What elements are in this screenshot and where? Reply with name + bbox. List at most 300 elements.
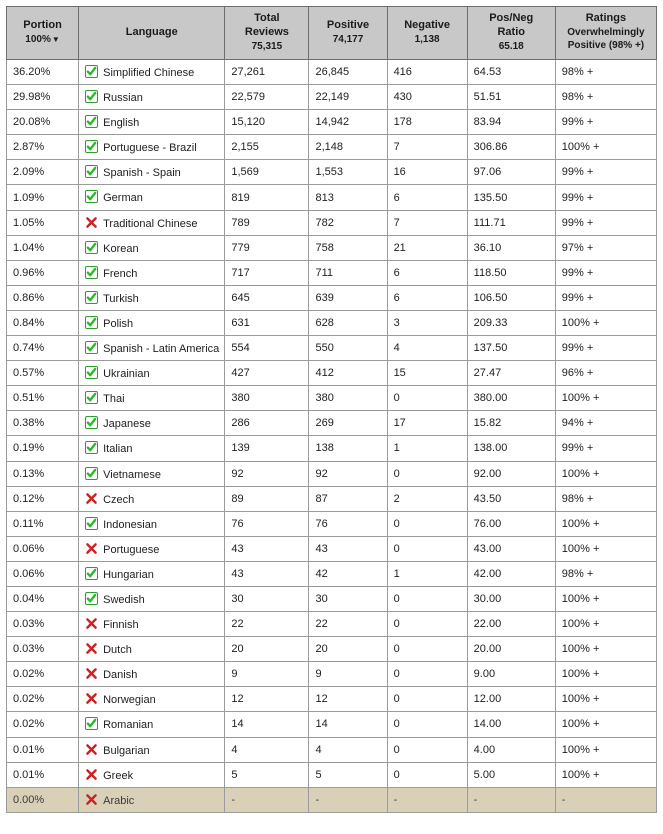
cell-rating: 99% + — [555, 260, 656, 285]
cell-pos-neg-ratio: 306.86 — [467, 135, 555, 160]
cell-negative: 6 — [387, 260, 467, 285]
cell-pos-neg-ratio: 64.53 — [467, 60, 555, 85]
cell-pos-neg-ratio: 14.00 — [467, 712, 555, 737]
cross-icon — [85, 216, 98, 229]
check-icon — [85, 391, 98, 404]
cell-language — [79, 612, 225, 637]
cell-pos-neg-ratio: 42.00 — [467, 561, 555, 586]
table-row[interactable] — [7, 336, 657, 361]
cell-total-reviews: 20 — [225, 637, 309, 662]
language-label: Portuguese - Brazil — [103, 142, 197, 155]
table-row[interactable] — [7, 185, 657, 210]
cell-positive: 76 — [309, 511, 387, 536]
language-label: Romanian — [103, 719, 154, 732]
cell-positive: 269 — [309, 411, 387, 436]
cell-negative: 0 — [387, 712, 467, 737]
table-row[interactable] — [7, 787, 657, 812]
cell-language — [79, 361, 225, 386]
cell-negative: 21 — [387, 235, 467, 260]
cell-negative: 416 — [387, 60, 467, 85]
cell-portion: 1.04% — [7, 235, 79, 260]
cell-pos-neg-ratio: 135.50 — [467, 185, 555, 210]
cell-language — [79, 210, 225, 235]
check-icon — [85, 190, 98, 203]
check-icon — [85, 717, 98, 730]
cell-pos-neg-ratio: 106.50 — [467, 285, 555, 310]
column-header-total-line1: Total — [254, 12, 280, 24]
cell-total-reviews: - — [225, 787, 309, 812]
language-label: Turkish — [103, 292, 139, 305]
check-icon — [85, 165, 98, 178]
cell-positive: 4 — [309, 737, 387, 762]
cell-rating: 100% + — [555, 687, 656, 712]
cell-language — [79, 135, 225, 160]
cell-positive: 2,148 — [309, 135, 387, 160]
cell-language — [79, 687, 225, 712]
cell-total-reviews: 1,569 — [225, 160, 309, 185]
table-row[interactable] — [7, 737, 657, 762]
cell-negative: 3 — [387, 310, 467, 335]
table-row[interactable] — [7, 235, 657, 260]
cell-pos-neg-ratio: 118.50 — [467, 260, 555, 285]
cell-rating: 98% + — [555, 561, 656, 586]
cell-rating: 100% + — [555, 712, 656, 737]
table-row[interactable] — [7, 762, 657, 787]
check-icon — [85, 140, 98, 153]
table-row[interactable] — [7, 712, 657, 737]
table-row[interactable] — [7, 361, 657, 386]
cell-rating: 97% + — [555, 235, 656, 260]
cell-total-reviews: 22,579 — [225, 85, 309, 110]
column-header-ratio-line1: Pos/Neg — [489, 12, 534, 24]
table-row[interactable] — [7, 110, 657, 135]
cell-total-reviews: 380 — [225, 386, 309, 411]
cell-positive: 43 — [309, 536, 387, 561]
cell-portion: 36.20% — [7, 60, 79, 85]
language-label: Traditional Chinese — [103, 217, 198, 230]
cell-positive: - — [309, 787, 387, 812]
table-row[interactable] — [7, 85, 657, 110]
cell-language — [79, 486, 225, 511]
cell-rating: 98% + — [555, 85, 656, 110]
language-label: Russian — [103, 92, 143, 105]
language-label: Vietnamese — [103, 468, 161, 481]
language-label: Ukrainian — [103, 368, 150, 381]
cell-rating: 100% + — [555, 662, 656, 687]
cell-negative: 430 — [387, 85, 467, 110]
cell-language — [79, 561, 225, 586]
check-icon — [85, 115, 98, 128]
cell-total-reviews: 554 — [225, 336, 309, 361]
cell-rating: - — [555, 787, 656, 812]
column-header-negative-label: Negative — [404, 18, 451, 31]
cell-positive: 14 — [309, 712, 387, 737]
cell-total-reviews: 4 — [225, 737, 309, 762]
cell-language — [79, 160, 225, 185]
cell-negative: 0 — [387, 612, 467, 637]
cell-positive: 5 — [309, 762, 387, 787]
cell-rating: 100% + — [555, 536, 656, 561]
cell-rating: 100% + — [555, 637, 656, 662]
column-header-ratings-sub1: Overwhelmingly — [567, 26, 645, 38]
table-row[interactable] — [7, 60, 657, 85]
cell-rating: 99% + — [555, 336, 656, 361]
cross-icon — [85, 743, 98, 756]
cell-positive: 14,942 — [309, 110, 387, 135]
cell-language — [79, 586, 225, 611]
table-row[interactable] — [7, 135, 657, 160]
language-label: Korean — [103, 242, 139, 255]
language-label: Arabic — [103, 794, 135, 807]
cell-portion: 0.96% — [7, 260, 79, 285]
cell-pos-neg-ratio: 380.00 — [467, 386, 555, 411]
cell-rating: 100% + — [555, 461, 656, 486]
cell-pos-neg-ratio: 20.00 — [467, 637, 555, 662]
cell-negative: 15 — [387, 361, 467, 386]
cell-positive: 550 — [309, 336, 387, 361]
cell-pos-neg-ratio: 43.00 — [467, 536, 555, 561]
cell-portion: 0.06% — [7, 536, 79, 561]
language-label: Indonesian — [103, 518, 157, 531]
cell-negative: 0 — [387, 586, 467, 611]
table-row[interactable] — [7, 637, 657, 662]
cell-language — [79, 285, 225, 310]
cell-negative: 1 — [387, 436, 467, 461]
cell-portion: 0.00% — [7, 787, 79, 812]
cell-pos-neg-ratio: 97.06 — [467, 160, 555, 185]
cell-positive: 639 — [309, 285, 387, 310]
cell-language — [79, 336, 225, 361]
cell-negative: 0 — [387, 662, 467, 687]
cell-rating: 100% + — [555, 135, 656, 160]
cell-total-reviews: 139 — [225, 436, 309, 461]
language-label: Japanese — [103, 418, 151, 431]
column-header-positive[interactable] — [309, 7, 387, 60]
cell-rating: 98% + — [555, 486, 656, 511]
cell-pos-neg-ratio: 43.50 — [467, 486, 555, 511]
cell-total-reviews: 27,261 — [225, 60, 309, 85]
language-label: Norwegian — [103, 694, 156, 707]
cell-portion: 0.11% — [7, 511, 79, 536]
cell-total-reviews: 779 — [225, 235, 309, 260]
cell-total-reviews: 789 — [225, 210, 309, 235]
cell-total-reviews: 15,120 — [225, 110, 309, 135]
cross-icon — [85, 692, 98, 705]
cell-rating: 100% + — [555, 737, 656, 762]
cell-portion: 2.09% — [7, 160, 79, 185]
cell-negative: - — [387, 787, 467, 812]
sort-descending-caret-icon: ▼ — [51, 34, 60, 44]
check-icon — [85, 366, 98, 379]
column-header-ratio-sub: 65.18 — [498, 40, 524, 52]
cell-total-reviews: 819 — [225, 185, 309, 210]
cell-language — [79, 712, 225, 737]
cell-portion: 0.02% — [7, 687, 79, 712]
table-row[interactable] — [7, 310, 657, 335]
cell-portion: 0.01% — [7, 762, 79, 787]
cell-portion: 0.51% — [7, 386, 79, 411]
cell-negative: 7 — [387, 210, 467, 235]
cell-total-reviews: 286 — [225, 411, 309, 436]
language-label: Greek — [103, 769, 134, 782]
cell-rating: 98% + — [555, 60, 656, 85]
cell-language — [79, 386, 225, 411]
cell-positive: 412 — [309, 361, 387, 386]
cell-positive: 138 — [309, 436, 387, 461]
table-row[interactable] — [7, 386, 657, 411]
cell-pos-neg-ratio: 27.47 — [467, 361, 555, 386]
check-icon — [85, 65, 98, 78]
column-header-ratio-line2: Ratio — [497, 25, 525, 38]
cell-positive: 782 — [309, 210, 387, 235]
table-row[interactable] — [7, 411, 657, 436]
cell-language — [79, 461, 225, 486]
cell-negative: 0 — [387, 386, 467, 411]
cell-portion: 0.06% — [7, 561, 79, 586]
cell-portion: 0.84% — [7, 310, 79, 335]
table-row[interactable] — [7, 210, 657, 235]
cell-positive: 22 — [309, 612, 387, 637]
language-label: German — [103, 192, 143, 205]
check-icon — [85, 592, 98, 605]
cell-portion: 20.08% — [7, 110, 79, 135]
cell-rating: 100% + — [555, 511, 656, 536]
table-row[interactable] — [7, 612, 657, 637]
table-header — [7, 7, 657, 60]
table-body — [7, 60, 657, 813]
cross-icon — [85, 768, 98, 781]
table-row[interactable] — [7, 586, 657, 611]
column-header-negative-sub: 1,138 — [414, 33, 440, 45]
cell-portion: 0.86% — [7, 285, 79, 310]
cell-positive: 380 — [309, 386, 387, 411]
cell-language — [79, 235, 225, 260]
cell-positive: 30 — [309, 586, 387, 611]
column-header-pos-neg-ratio[interactable] — [467, 7, 555, 60]
column-header-ratings-label: Ratings — [585, 12, 627, 25]
cell-pos-neg-ratio: 5.00 — [467, 762, 555, 787]
cell-negative: 1 — [387, 561, 467, 586]
cell-language — [79, 787, 225, 812]
table-row[interactable] — [7, 536, 657, 561]
cell-total-reviews: 12 — [225, 687, 309, 712]
header-row — [7, 7, 657, 60]
cell-pos-neg-ratio: - — [467, 787, 555, 812]
cell-positive: 12 — [309, 687, 387, 712]
cell-portion: 0.03% — [7, 637, 79, 662]
cell-portion: 0.12% — [7, 486, 79, 511]
cell-total-reviews: 427 — [225, 361, 309, 386]
cell-pos-neg-ratio: 22.00 — [467, 612, 555, 637]
table-row[interactable] — [7, 662, 657, 687]
cell-language — [79, 737, 225, 762]
cell-portion: 0.19% — [7, 436, 79, 461]
cell-portion: 0.02% — [7, 712, 79, 737]
cell-positive: 20 — [309, 637, 387, 662]
cell-pos-neg-ratio: 4.00 — [467, 737, 555, 762]
table-row[interactable] — [7, 461, 657, 486]
cell-rating: 100% + — [555, 310, 656, 335]
cell-language — [79, 762, 225, 787]
column-header-language-label: Language — [125, 25, 178, 38]
cell-rating: 94% + — [555, 411, 656, 436]
cell-pos-neg-ratio: 12.00 — [467, 687, 555, 712]
cell-rating: 96% + — [555, 361, 656, 386]
cell-negative: 0 — [387, 461, 467, 486]
cell-total-reviews: 76 — [225, 511, 309, 536]
check-icon — [85, 441, 98, 454]
column-header-total-sub: 75,315 — [251, 40, 283, 52]
cell-rating: 99% + — [555, 436, 656, 461]
cell-positive: 9 — [309, 662, 387, 687]
cell-pos-neg-ratio: 51.51 — [467, 85, 555, 110]
cell-total-reviews: 5 — [225, 762, 309, 787]
cell-portion: 0.02% — [7, 662, 79, 687]
cell-rating: 99% + — [555, 110, 656, 135]
cell-portion: 0.03% — [7, 612, 79, 637]
cell-rating: 99% + — [555, 160, 656, 185]
check-icon — [85, 467, 98, 480]
cell-total-reviews: 9 — [225, 662, 309, 687]
cell-negative: 0 — [387, 536, 467, 561]
cell-language — [79, 185, 225, 210]
cell-language — [79, 310, 225, 335]
check-icon — [85, 291, 98, 304]
column-header-ratings-sub2: Positive (98% +) — [567, 40, 645, 52]
cell-language — [79, 436, 225, 461]
cell-negative: 0 — [387, 511, 467, 536]
cell-positive: 92 — [309, 461, 387, 486]
table-row[interactable] — [7, 486, 657, 511]
cell-total-reviews: 645 — [225, 285, 309, 310]
cross-icon — [85, 542, 98, 555]
column-header-portion-label: Portion — [23, 18, 62, 31]
cell-portion: 1.05% — [7, 210, 79, 235]
cell-negative: 0 — [387, 737, 467, 762]
column-header-ratings[interactable] — [555, 7, 656, 60]
cell-language — [79, 85, 225, 110]
cell-portion: 0.74% — [7, 336, 79, 361]
cell-language — [79, 110, 225, 135]
cell-negative: 6 — [387, 185, 467, 210]
cell-pos-neg-ratio: 209.33 — [467, 310, 555, 335]
cell-positive: 628 — [309, 310, 387, 335]
column-header-negative[interactable] — [387, 7, 467, 60]
cell-positive: 1,553 — [309, 160, 387, 185]
cell-pos-neg-ratio: 83.94 — [467, 110, 555, 135]
cross-icon — [85, 617, 98, 630]
cross-icon — [85, 667, 98, 680]
column-header-positive-sub: 74,177 — [332, 33, 364, 45]
table-row[interactable] — [7, 436, 657, 461]
language-label: Finnish — [103, 619, 139, 632]
column-header-portion[interactable] — [7, 7, 79, 60]
cell-positive: 711 — [309, 260, 387, 285]
table-row[interactable] — [7, 160, 657, 185]
cell-rating: 100% + — [555, 762, 656, 787]
table-row[interactable] — [7, 511, 657, 536]
cell-negative: 178 — [387, 110, 467, 135]
cell-language — [79, 662, 225, 687]
language-label: Czech — [103, 493, 135, 506]
cell-pos-neg-ratio: 138.00 — [467, 436, 555, 461]
cell-total-reviews: 14 — [225, 712, 309, 737]
cell-total-reviews: 43 — [225, 536, 309, 561]
cell-portion: 0.38% — [7, 411, 79, 436]
cross-icon — [85, 793, 98, 806]
column-header-language[interactable] — [79, 7, 225, 60]
cell-pos-neg-ratio: 76.00 — [467, 511, 555, 536]
column-header-positive-label: Positive — [326, 18, 370, 31]
cell-total-reviews: 631 — [225, 310, 309, 335]
check-icon — [85, 341, 98, 354]
cell-pos-neg-ratio: 30.00 — [467, 586, 555, 611]
cell-rating: 100% + — [555, 386, 656, 411]
column-header-total-line2: Reviews — [244, 25, 289, 38]
language-review-stats-table — [6, 6, 657, 813]
cell-positive: 87 — [309, 486, 387, 511]
table-row[interactable] — [7, 687, 657, 712]
cell-positive: 758 — [309, 235, 387, 260]
check-icon — [85, 416, 98, 429]
cross-icon — [85, 492, 98, 505]
cell-negative: 2 — [387, 486, 467, 511]
cell-negative: 0 — [387, 637, 467, 662]
cell-pos-neg-ratio: 92.00 — [467, 461, 555, 486]
cell-negative: 0 — [387, 687, 467, 712]
column-header-portion-sub: 100% — [25, 33, 51, 45]
language-label: Spanish - Spain — [103, 167, 181, 180]
column-header-total-reviews[interactable] — [225, 7, 309, 60]
cell-pos-neg-ratio: 36.10 — [467, 235, 555, 260]
cell-negative: 16 — [387, 160, 467, 185]
cell-total-reviews: 43 — [225, 561, 309, 586]
language-label: English — [103, 117, 140, 130]
language-label: Dutch — [103, 644, 132, 657]
check-icon — [85, 316, 98, 329]
cell-total-reviews: 717 — [225, 260, 309, 285]
cell-negative: 17 — [387, 411, 467, 436]
check-icon — [85, 90, 98, 103]
cell-negative: 4 — [387, 336, 467, 361]
cell-rating: 100% + — [555, 586, 656, 611]
cell-portion: 0.13% — [7, 461, 79, 486]
cell-pos-neg-ratio: 111.71 — [467, 210, 555, 235]
cell-total-reviews: 92 — [225, 461, 309, 486]
language-label: Polish — [103, 318, 134, 331]
cell-total-reviews: 30 — [225, 586, 309, 611]
language-label: Spanish - Latin America — [103, 343, 220, 356]
cell-language — [79, 60, 225, 85]
cell-language — [79, 511, 225, 536]
table-row[interactable] — [7, 561, 657, 586]
cell-portion: 0.04% — [7, 586, 79, 611]
check-icon — [85, 241, 98, 254]
cell-rating: 99% + — [555, 185, 656, 210]
cell-language — [79, 637, 225, 662]
cell-language — [79, 536, 225, 561]
table-row[interactable] — [7, 260, 657, 285]
cell-rating: 99% + — [555, 210, 656, 235]
language-label: French — [103, 267, 138, 280]
cell-language — [79, 411, 225, 436]
cell-positive: 813 — [309, 185, 387, 210]
cell-positive: 42 — [309, 561, 387, 586]
cell-language — [79, 260, 225, 285]
table-row[interactable] — [7, 285, 657, 310]
cell-portion: 29.98% — [7, 85, 79, 110]
check-icon — [85, 567, 98, 580]
